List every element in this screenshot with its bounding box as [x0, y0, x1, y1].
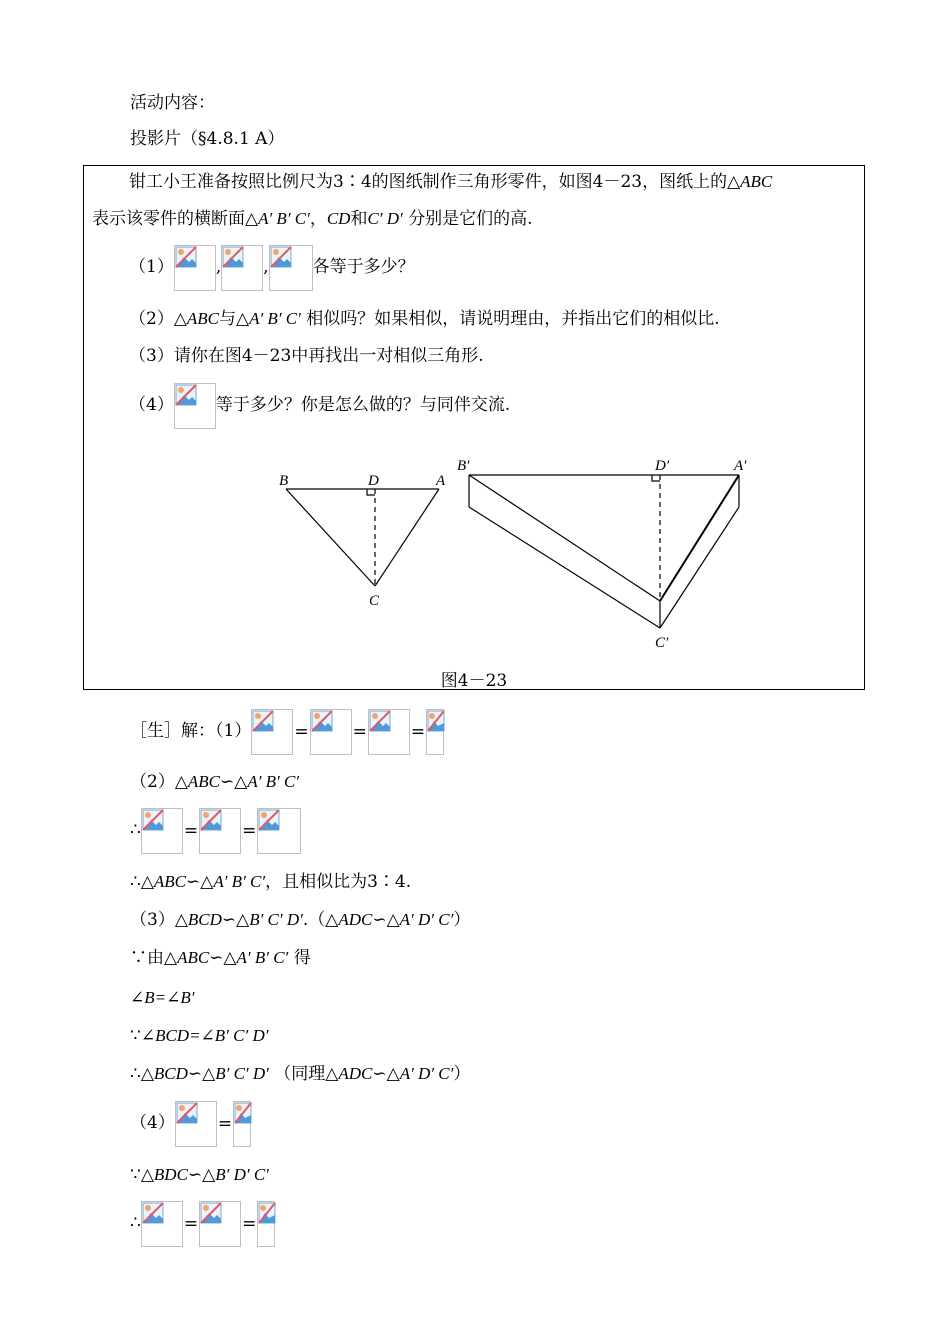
figure-caption: 图4－23: [440, 671, 508, 691]
broken-image-icon: [199, 808, 241, 854]
solution-2: [130, 770, 299, 794]
q4-number: （4）: [129, 395, 174, 415]
broken-image-icon: [426, 709, 444, 755]
broken-image-icon: [175, 1101, 217, 1147]
problem-intro-line2: [92, 207, 533, 231]
broken-image-icon: [368, 709, 410, 755]
label-a: A: [436, 473, 446, 489]
triangle-symbol: △: [140, 1064, 154, 1084]
equals: =: [242, 820, 257, 841]
equals: =: [183, 1213, 199, 1234]
solution-5: [130, 946, 311, 970]
s10-similar: BDC∽△B′ D′ C′: [153, 1165, 269, 1184]
equals: =: [352, 721, 367, 742]
segment-bc: [286, 489, 375, 586]
equals: =: [217, 1113, 233, 1134]
s4-paren: .（△: [302, 910, 339, 930]
q2-abc-prime: A′ B′ C′: [249, 309, 301, 328]
s3-similar: ABC∽△A′ B′ C′: [153, 872, 266, 891]
s5-similar: ABC∽△A′ B′ C′: [177, 948, 289, 967]
intro-text-2: 表示该零件的横断面△: [92, 209, 259, 229]
q1-tail: 各等于多少？: [312, 257, 415, 277]
solution-3: [130, 870, 411, 894]
because-symbol: ∵: [130, 1165, 141, 1185]
s2-similar: ABC∽△A′ B′ C′: [187, 772, 300, 791]
broken-image-icon: [141, 1201, 183, 1247]
broken-image-icon: [257, 1201, 275, 1247]
s9-number: （4）: [130, 1113, 175, 1133]
solution-4: [130, 908, 470, 932]
s3-ratio: ，且相似比为3∶4.: [265, 872, 412, 892]
q2-tail: 相似吗？如果相似，请说明理由，并指出它们的相似比.: [306, 309, 720, 329]
s1-text: ［生］解：（1）: [130, 721, 252, 741]
broken-image-icon: [269, 245, 313, 291]
intro-text: 钳工小王准备按照比例尺为3∶4的图纸制作三角形零件，如图4－23，图纸上的△: [129, 172, 741, 192]
solution-8: [130, 1062, 470, 1086]
label-cp: C′: [655, 635, 669, 651]
and-text: 和: [350, 209, 368, 229]
s5-text: 由△: [147, 948, 178, 968]
segment-bpcp-top: [469, 475, 660, 601]
solution-6: ∠B=∠B′: [130, 988, 195, 1007]
question-3: （3）请你在图4－23中再找出一对相似三角形.: [129, 346, 484, 366]
broken-image-icon: [174, 383, 216, 429]
solution-9: [130, 1100, 251, 1147]
s4-text: （3）△: [130, 910, 188, 930]
solution-7: [130, 1024, 268, 1048]
segment-cd: CD: [326, 209, 351, 228]
s8-similar: BCD∽△B′ C′ D′: [153, 1064, 269, 1083]
solution-ratios: [130, 807, 301, 854]
broken-image-icon: [199, 1201, 241, 1247]
q2-and: 与△: [219, 309, 250, 329]
solution-1: [130, 708, 444, 755]
s8-paren: （同理△: [274, 1064, 339, 1084]
question-4: [129, 382, 510, 429]
question-2: [129, 307, 720, 331]
s4-close: ）: [453, 910, 471, 930]
label-bp: B′: [457, 458, 470, 474]
therefore-symbol: ∴: [130, 1064, 141, 1084]
right-angle-d: [367, 489, 375, 495]
broken-image-icon: [233, 1101, 251, 1147]
segment-bpcp-bottom: [469, 507, 660, 628]
solution-11: [130, 1200, 275, 1247]
broken-image-icon: [174, 245, 216, 291]
segment-apcp-bottom: [660, 507, 739, 628]
label-c: C: [369, 593, 380, 609]
segment-ac: [375, 489, 439, 586]
q1-sep: ,: [215, 257, 222, 277]
figure-4-23: [279, 451, 759, 661]
equals: =: [410, 721, 426, 742]
q2-abc: ABC: [186, 309, 219, 328]
question-1: [129, 244, 415, 291]
q2-text: （2）△: [129, 309, 187, 329]
label-d: D: [368, 473, 379, 489]
equals: =: [294, 721, 309, 742]
q4-tail: 等于多少？你是怎么做的？与同伴交流.: [215, 395, 511, 415]
s7-angle: ∠BCD=∠B′ C′ D′: [140, 1026, 269, 1045]
broken-image-icon: [221, 245, 263, 291]
heights-text: 分别是它们的高.: [408, 209, 533, 229]
therefore-symbol: ∴: [130, 1213, 141, 1233]
label-dp: D′: [655, 458, 670, 474]
label-ap: A′: [734, 458, 747, 474]
q1-sep: ,: [263, 257, 269, 277]
slide-label: 投影片（§4.8.1 A）: [130, 129, 285, 149]
comma: ，: [309, 209, 327, 229]
broken-image-icon: [310, 709, 352, 755]
broken-image-icon: [141, 808, 183, 854]
s2-text: （2）△: [130, 772, 188, 792]
broken-image-icon: [251, 709, 293, 755]
segment-apcp-top: [660, 475, 739, 601]
s8-close: ）: [453, 1064, 471, 1084]
s4-similar-2: ADC∽△A′ D′ C′: [338, 910, 454, 929]
therefore-symbol: ∴: [130, 872, 141, 892]
triangle-symbol: △: [140, 872, 154, 892]
q1-number: （1）: [129, 257, 174, 277]
segment-cd-prime: C′ D′: [367, 209, 403, 228]
therefore-symbol: ∴: [130, 820, 141, 840]
problem-intro-line1: [129, 170, 772, 194]
broken-image-icon: [257, 808, 301, 854]
triangle-abc-prime: A′ B′ C′: [258, 209, 310, 228]
s5-get: 得: [293, 948, 311, 968]
solution-10: [130, 1163, 269, 1187]
activity-label: 活动内容：: [130, 93, 215, 113]
problem-box: [83, 165, 865, 690]
because-symbol: ∵: [130, 948, 147, 968]
label-b: B: [279, 473, 289, 489]
triangle-symbol: △: [140, 1165, 154, 1185]
triangle-abc: ABC: [740, 172, 773, 191]
equals: =: [183, 820, 199, 841]
s4-similar: BCD∽△B′ C′ D′: [187, 910, 303, 929]
s8-similar-2: ADC∽△A′ D′ C′: [338, 1064, 454, 1083]
because-symbol: ∵: [130, 1026, 141, 1046]
equals: =: [242, 1213, 257, 1234]
right-angle-dp: [652, 475, 660, 481]
